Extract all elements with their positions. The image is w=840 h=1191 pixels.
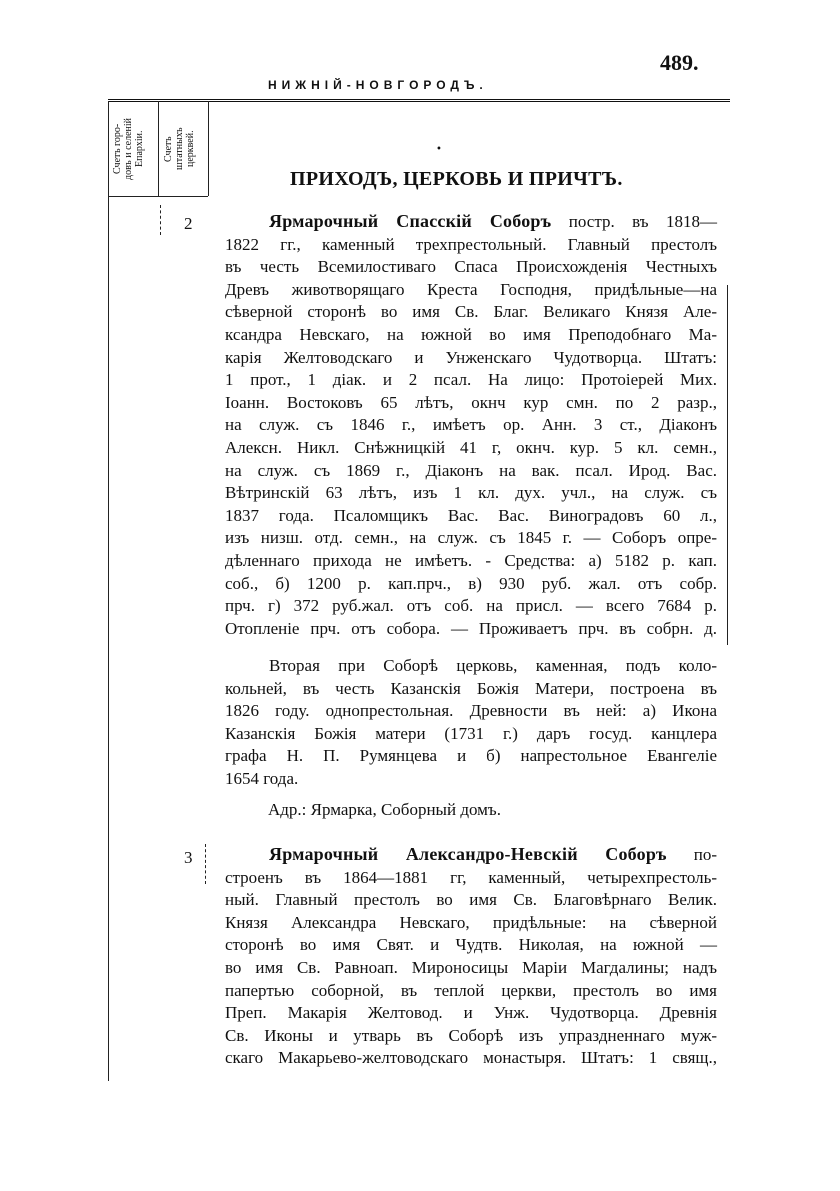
entry-2-line-12: Вѣтринскій 63 лѣтъ, изъ 1 кл. дух. учл., на служ. съ — [225, 483, 717, 503]
entry-2-para2-line-3: Казанскія Божія матери (1731 г.) даръ госуд. канцлера — [225, 723, 717, 743]
rule-under-column-heads — [108, 196, 208, 197]
entry-2-para2-line-1: кольней, въ честь Казанскія Божія Матери, построена въ — [225, 678, 717, 698]
entry-2-line-14: изъ низш. отд. семн., на служ. съ 1845 г. — Соборъ опре- — [225, 528, 717, 548]
column-divider-1 — [158, 101, 159, 196]
entry-2-line-4: сѣверной сторонѣ во имя Св. Благ. Великаго Князя Але- — [225, 302, 717, 322]
entry-2-line-13: 1837 года. Псаломщикъ Вас. Вас. Виноградовъ 60 л., — [225, 505, 717, 525]
entry-2-line-17: прч. г) 372 руб.жал. отъ соб. на присл. — всего 7684 р. — [225, 596, 717, 616]
entry-3-line-2: ный. Главный престолъ во имя Св. Благовѣрнаго Велик. — [225, 890, 717, 910]
entry-2-line-2: въ честь Всемилостиваго Спаса Происхожденія Честныхъ — [225, 257, 717, 277]
entry-2-title: Ярмарочный Спасскій Соборъ — [269, 211, 552, 231]
margin-line-3 — [205, 844, 206, 884]
entry-2-para2-line-5: 1654 года. — [225, 768, 299, 788]
entry-3-line-9: скаго Макарьево-желтоводскаго монастыря. Штатъ: 1 свящ., — [225, 1048, 717, 1068]
column-header-churches: Счетъ штатныхъ церквей. — [163, 127, 196, 171]
dot-mark: • — [436, 144, 442, 155]
section-title: ПРИХОДЪ, ЦЕРКОВЬ И ПРИЧТЪ. — [290, 168, 623, 190]
entry-3-line-3: Князя Александра Невскаго, придѣльные: на сѣверной — [225, 912, 717, 932]
entry-2-second-church — [225, 655, 717, 791]
column-header-towns: Счетъ горо- довъ и селеній Епархіи. — [112, 118, 145, 180]
entry-2-line-0: Ярмарочный Спасскій Соборъ постр. въ 1818— — [269, 211, 717, 231]
entry-2-line-3: Древъ животворящаго Креста Господня, придѣльные—на — [225, 279, 717, 299]
entry-2-line-7: 1 прот., 1 діак. и 2 псал. На лицо: Протоіерей Мих. — [225, 370, 717, 390]
entry-2-line-16: соб., б) 1200 р. кап.прч., в) 930 руб. жал. отъ собр. — [225, 573, 717, 593]
column-divider-left — [108, 101, 109, 1081]
margin-line-2 — [160, 205, 161, 235]
entry-3-line-1: строенъ въ 1864—1881 гг, каменный, четырехпрестоль- — [225, 867, 717, 887]
entry-3-line-6: папертью соборной, въ теплой церкви, престолъ во имя — [225, 980, 717, 1000]
entry-2-line-10: Алексн. Никл. Снѣжницкій 41 г, окнч. кур. 5 кл. семн., — [225, 437, 717, 457]
entry-3-line-0: Ярмарочный Александро-Невскій Соборъ по- — [269, 844, 717, 864]
entry-3-line-8: Св. Иконы и утварь въ Соборѣ изъ упраздненнаго муж- — [225, 1025, 717, 1045]
entry-number-3: 3 — [184, 848, 193, 867]
top-rule — [108, 99, 730, 102]
entry-3-title: Ярмарочный Александро-Невскій Соборъ — [269, 844, 667, 864]
entry-3-body — [225, 843, 717, 1070]
entry-3-line-7: Преп. Макарія Желтовод. и Унж. Чудотворца. Древнія — [225, 1003, 717, 1023]
entry-2-line-1: 1822 гг., каменный трехпрестольный. Главный престолъ — [225, 234, 717, 254]
column-divider-2 — [208, 101, 209, 196]
entry-2-line-8: Іоанн. Востоковъ 65 лѣтъ, окнч кур смн. по 2 разр., — [225, 392, 717, 412]
entry-number-2: 2 — [184, 214, 193, 233]
entry-2-address: Адр.: Ярмарка, Соборный домъ. — [268, 800, 501, 819]
entry-3-line-5: во имя Св. Равноап. Мироносицы Маріи Магдалины; надъ — [225, 957, 717, 977]
entry-3-line-4: сторонѣ во имя Свят. и Чудтв. Николая, на южной — — [225, 935, 717, 955]
page-number: 489. — [660, 50, 699, 75]
entry-2-body — [225, 210, 717, 640]
entry-2-line-9: на служ. съ 1846 г., имѣетъ ор. Анн. 3 ст., Діаконъ — [225, 415, 717, 435]
entry-2-line-6: карія Желтоводскаго и Унженскаго Чудотворца. Штатъ: — [225, 347, 717, 367]
margin-line-right — [727, 285, 728, 645]
entry-2-line-15: дѣленнаго прихода не имѣетъ. - Средства: а) 5182 р. кап. — [225, 550, 717, 570]
entry-2-line-5: ксандра Невскаго, на южной во имя Преподобнаго Ма- — [225, 324, 717, 344]
entry-2-para2-line-4: графа Н. П. Румянцева и б) напрестольное Евангеліе — [225, 746, 717, 766]
entry-2-line-11: на служ. съ 1869 г., Діаконъ на вак. псал. Ирод. Вас. — [225, 460, 717, 480]
entry-2-para2-line-2: 1826 году. однопрестольная. Древности въ ней: а) Икона — [225, 701, 717, 721]
entry-2-line-18: Отопленіе прч. отъ собора. — Проживаетъ прч. въ собрн. д. — [225, 618, 717, 638]
running-head: НИЖНІЙ-НОВГОРОДЪ. — [268, 78, 488, 92]
entry-2-para2-line-0: Вторая при Соборѣ церковь, каменная, подъ коло- — [269, 656, 717, 675]
